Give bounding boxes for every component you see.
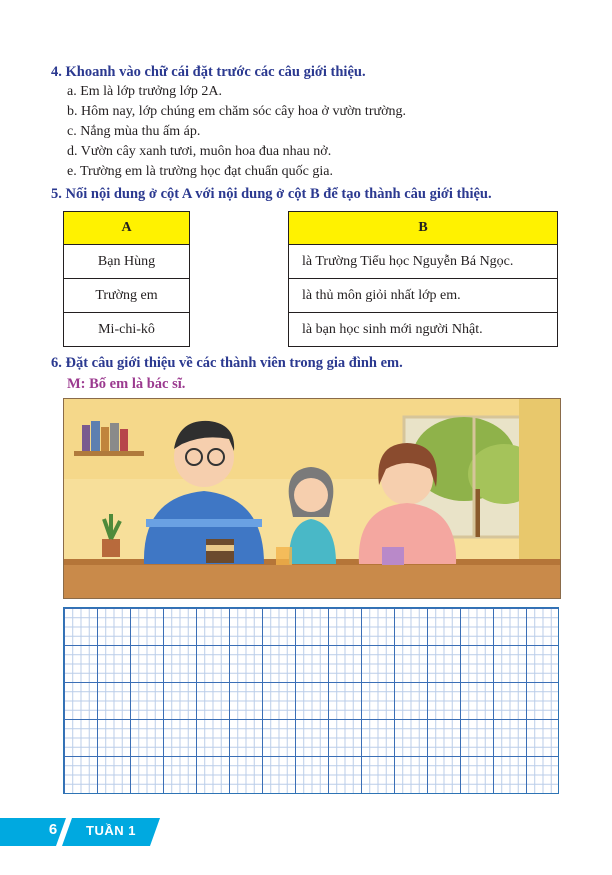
model-sentence: M: Bố em là bác sĩ. (67, 376, 186, 392)
column-b-item[interactable]: là thủ môn giỏi nhất lớp em. (289, 279, 558, 313)
column-a-item[interactable]: Mi-chi-kô (64, 313, 190, 347)
column-b-item[interactable]: là Trường Tiểu học Nguyễn Bá Ngọc. (289, 245, 558, 279)
q4-option-d: d. Vườn cây xanh tươi, muôn hoa đua nhau nở. (67, 144, 332, 159)
q4-option-c: c. Nắng mùa thu ấm áp. (67, 124, 201, 139)
column-a-table (63, 211, 190, 347)
family-illustration-art (64, 399, 560, 598)
family-illustration (63, 398, 561, 599)
q6-title: 6. Đặt câu giới thiệu về các thành viên trong gia đình em. (51, 355, 403, 371)
column-b-header: B (289, 212, 558, 245)
column-b-table (288, 211, 558, 347)
week-label: TUẦN 1 (86, 823, 136, 838)
column-a-header: A (64, 212, 190, 245)
q4-title: 4. Khoanh vào chữ cái đặt trước các câu giới thiệu. (51, 64, 366, 80)
column-a-item[interactable]: Bạn Hùng (64, 245, 190, 279)
q4-option-e: e. Trường em là trường học đạt chuẩn quốc gia. (67, 164, 333, 179)
q5-title: 5. Nối nội dung ở cột A với nội dung ở cột B để tạo thành câu giới thiệu. (51, 186, 492, 202)
column-b-item[interactable]: là bạn học sinh mới người Nhật. (289, 313, 558, 347)
q4-option-a: a. Em là lớp trưởng lớp 2A. (67, 84, 222, 99)
q4-option-b: b. Hôm nay, lớp chúng em chăm sóc cây hoa ở vườn trường. (67, 104, 406, 119)
page-number: 6 (48, 821, 58, 838)
handwriting-grid[interactable] (63, 607, 559, 794)
footer-bar (0, 818, 160, 846)
column-a-item[interactable]: Trường em (64, 279, 190, 313)
